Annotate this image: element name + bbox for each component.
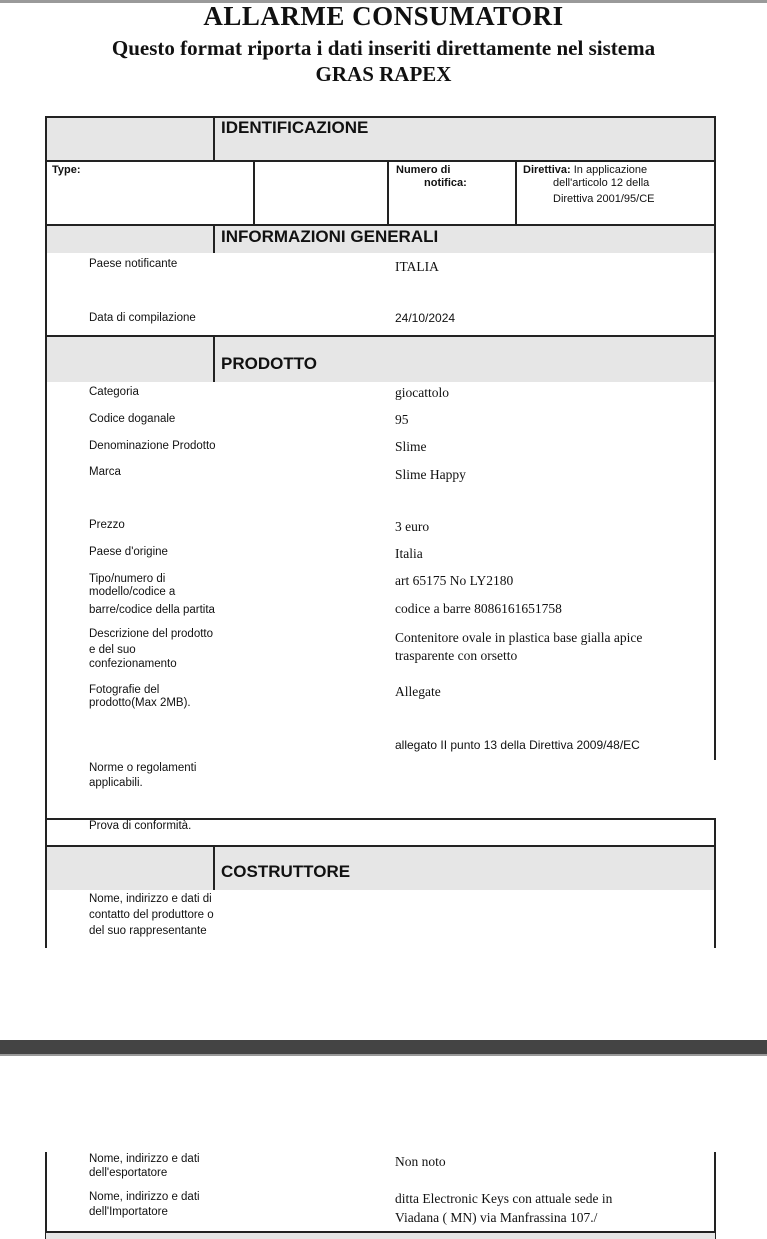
prova-conformita-label: Prova di conformità. xyxy=(89,820,192,832)
prodotto-band xyxy=(46,336,715,382)
fotografie-label-1: Fotografie del xyxy=(89,684,160,696)
esportatore-value: Non noto xyxy=(395,1154,446,1169)
left-border xyxy=(45,116,47,948)
right-border-upper xyxy=(714,116,716,760)
fotografie-value: Allegate xyxy=(395,684,441,699)
categoria-label: Categoria xyxy=(89,386,139,398)
numero-label-2: notifica: xyxy=(424,177,467,189)
tipo-value-1: art 65175 No LY2180 xyxy=(395,573,514,588)
prodotto-heading: PRODOTTO xyxy=(221,354,318,373)
descrizione-value-2: trasparente con orsetto xyxy=(395,648,518,663)
left-border-p2 xyxy=(45,1152,47,1239)
next-band xyxy=(46,1233,715,1239)
tipo-label-3: barre/codice della partita xyxy=(89,604,215,616)
tipo-label-1: Tipo/numero di xyxy=(89,573,166,585)
divider xyxy=(213,116,215,160)
importatore-label-2: dell'Importatore xyxy=(89,1206,168,1218)
esportatore-label-1: Nome, indirizzo e dati xyxy=(89,1153,200,1165)
norme-label-1: Norme o regolamenti xyxy=(89,762,197,774)
importatore-value-2: Viadana ( MN) via Manfrassina 107./ xyxy=(395,1210,598,1225)
denominazione-label: Denominazione Prodotto xyxy=(89,440,216,452)
importatore-label-1: Nome, indirizzo e dati xyxy=(89,1191,200,1203)
importatore-value-1: ditta Electronic Keys con attuale sede in xyxy=(395,1191,613,1206)
descrizione-label-1: Descrizione del prodotto xyxy=(89,628,214,640)
costruttore-band xyxy=(46,846,715,890)
esportatore-label-2: dell'esportatore xyxy=(89,1167,168,1179)
informazioni-heading: INFORMAZIONI GENERALI xyxy=(221,227,439,246)
codice-doganale-value: 95 xyxy=(395,412,409,427)
document-subtitle-line1: Questo format riporta i dati inseriti direttamente nel sistema xyxy=(111,36,656,60)
rule xyxy=(45,845,716,847)
rule xyxy=(45,224,716,226)
denominazione-value: Slime xyxy=(395,439,427,454)
costruttore-label-3: del suo rappresentante xyxy=(89,925,207,937)
origine-value: Italia xyxy=(395,546,423,561)
divider xyxy=(253,160,255,224)
rule xyxy=(45,160,716,162)
rule xyxy=(45,335,716,337)
marca-value: Slime Happy xyxy=(395,467,466,482)
norme-label-2: applicabili. xyxy=(89,777,143,789)
marca-label: Marca xyxy=(89,466,121,478)
type-label: Type: xyxy=(52,164,81,176)
divider xyxy=(213,845,215,890)
page-separator-edge xyxy=(0,1054,767,1056)
origine-label: Paese d'origine xyxy=(89,546,168,558)
document-subtitle-line2: GRAS RAPEX xyxy=(315,62,452,86)
divider xyxy=(213,224,215,253)
numero-label-1: Numero di xyxy=(396,164,451,176)
direttiva-line-2: dell'articolo 12 della xyxy=(553,177,650,189)
codice-doganale-label: Codice doganale xyxy=(89,413,176,425)
paese-notificante-value: ITALIA xyxy=(395,259,439,274)
prezzo-label: Prezzo xyxy=(89,519,125,531)
fotografie-label-2: prodotto(Max 2MB). xyxy=(89,697,191,709)
identificazione-heading: IDENTIFICAZIONE xyxy=(221,118,369,137)
norme-value: allegato II punto 13 della Direttiva 2009/48/EC xyxy=(395,738,640,752)
data-compilazione-value: 24/10/2024 xyxy=(395,311,456,325)
right-border-lower xyxy=(714,818,716,948)
rule xyxy=(45,116,716,118)
tipo-label-2: modello/codice a xyxy=(89,586,176,598)
descrizione-value-1: Contenitore ovale in plastica base gialla apice xyxy=(395,630,643,645)
paese-notificante-label: Paese notificante xyxy=(89,258,178,270)
document-title: ALLARME CONSUMATORI xyxy=(203,1,564,31)
data-compilazione-label: Data di compilazione xyxy=(89,312,196,324)
descrizione-label-2: e del suo xyxy=(89,644,136,656)
right-border-p2 xyxy=(714,1152,716,1239)
divider xyxy=(213,335,215,382)
direttiva-text xyxy=(523,164,706,177)
divider xyxy=(387,160,389,224)
categoria-value: giocattolo xyxy=(395,385,449,400)
direttiva-line-3: Direttiva 2001/95/CE xyxy=(553,193,655,205)
costruttore-heading: COSTRUTTORE xyxy=(221,862,351,881)
direttiva-bold: Direttiva: xyxy=(523,164,571,176)
prezzo-value: 3 euro xyxy=(395,519,430,534)
identificazione-band xyxy=(46,117,715,160)
descrizione-label-3: confezionamento xyxy=(89,658,177,670)
costruttore-label-2: contatto del produttore o xyxy=(89,909,214,921)
divider xyxy=(515,160,517,224)
tipo-value-2: codice a barre 8086161651758 xyxy=(395,601,562,616)
direttiva-line-1: In applicazione xyxy=(573,164,648,176)
costruttore-label-1: Nome, indirizzo e dati di xyxy=(89,893,212,905)
